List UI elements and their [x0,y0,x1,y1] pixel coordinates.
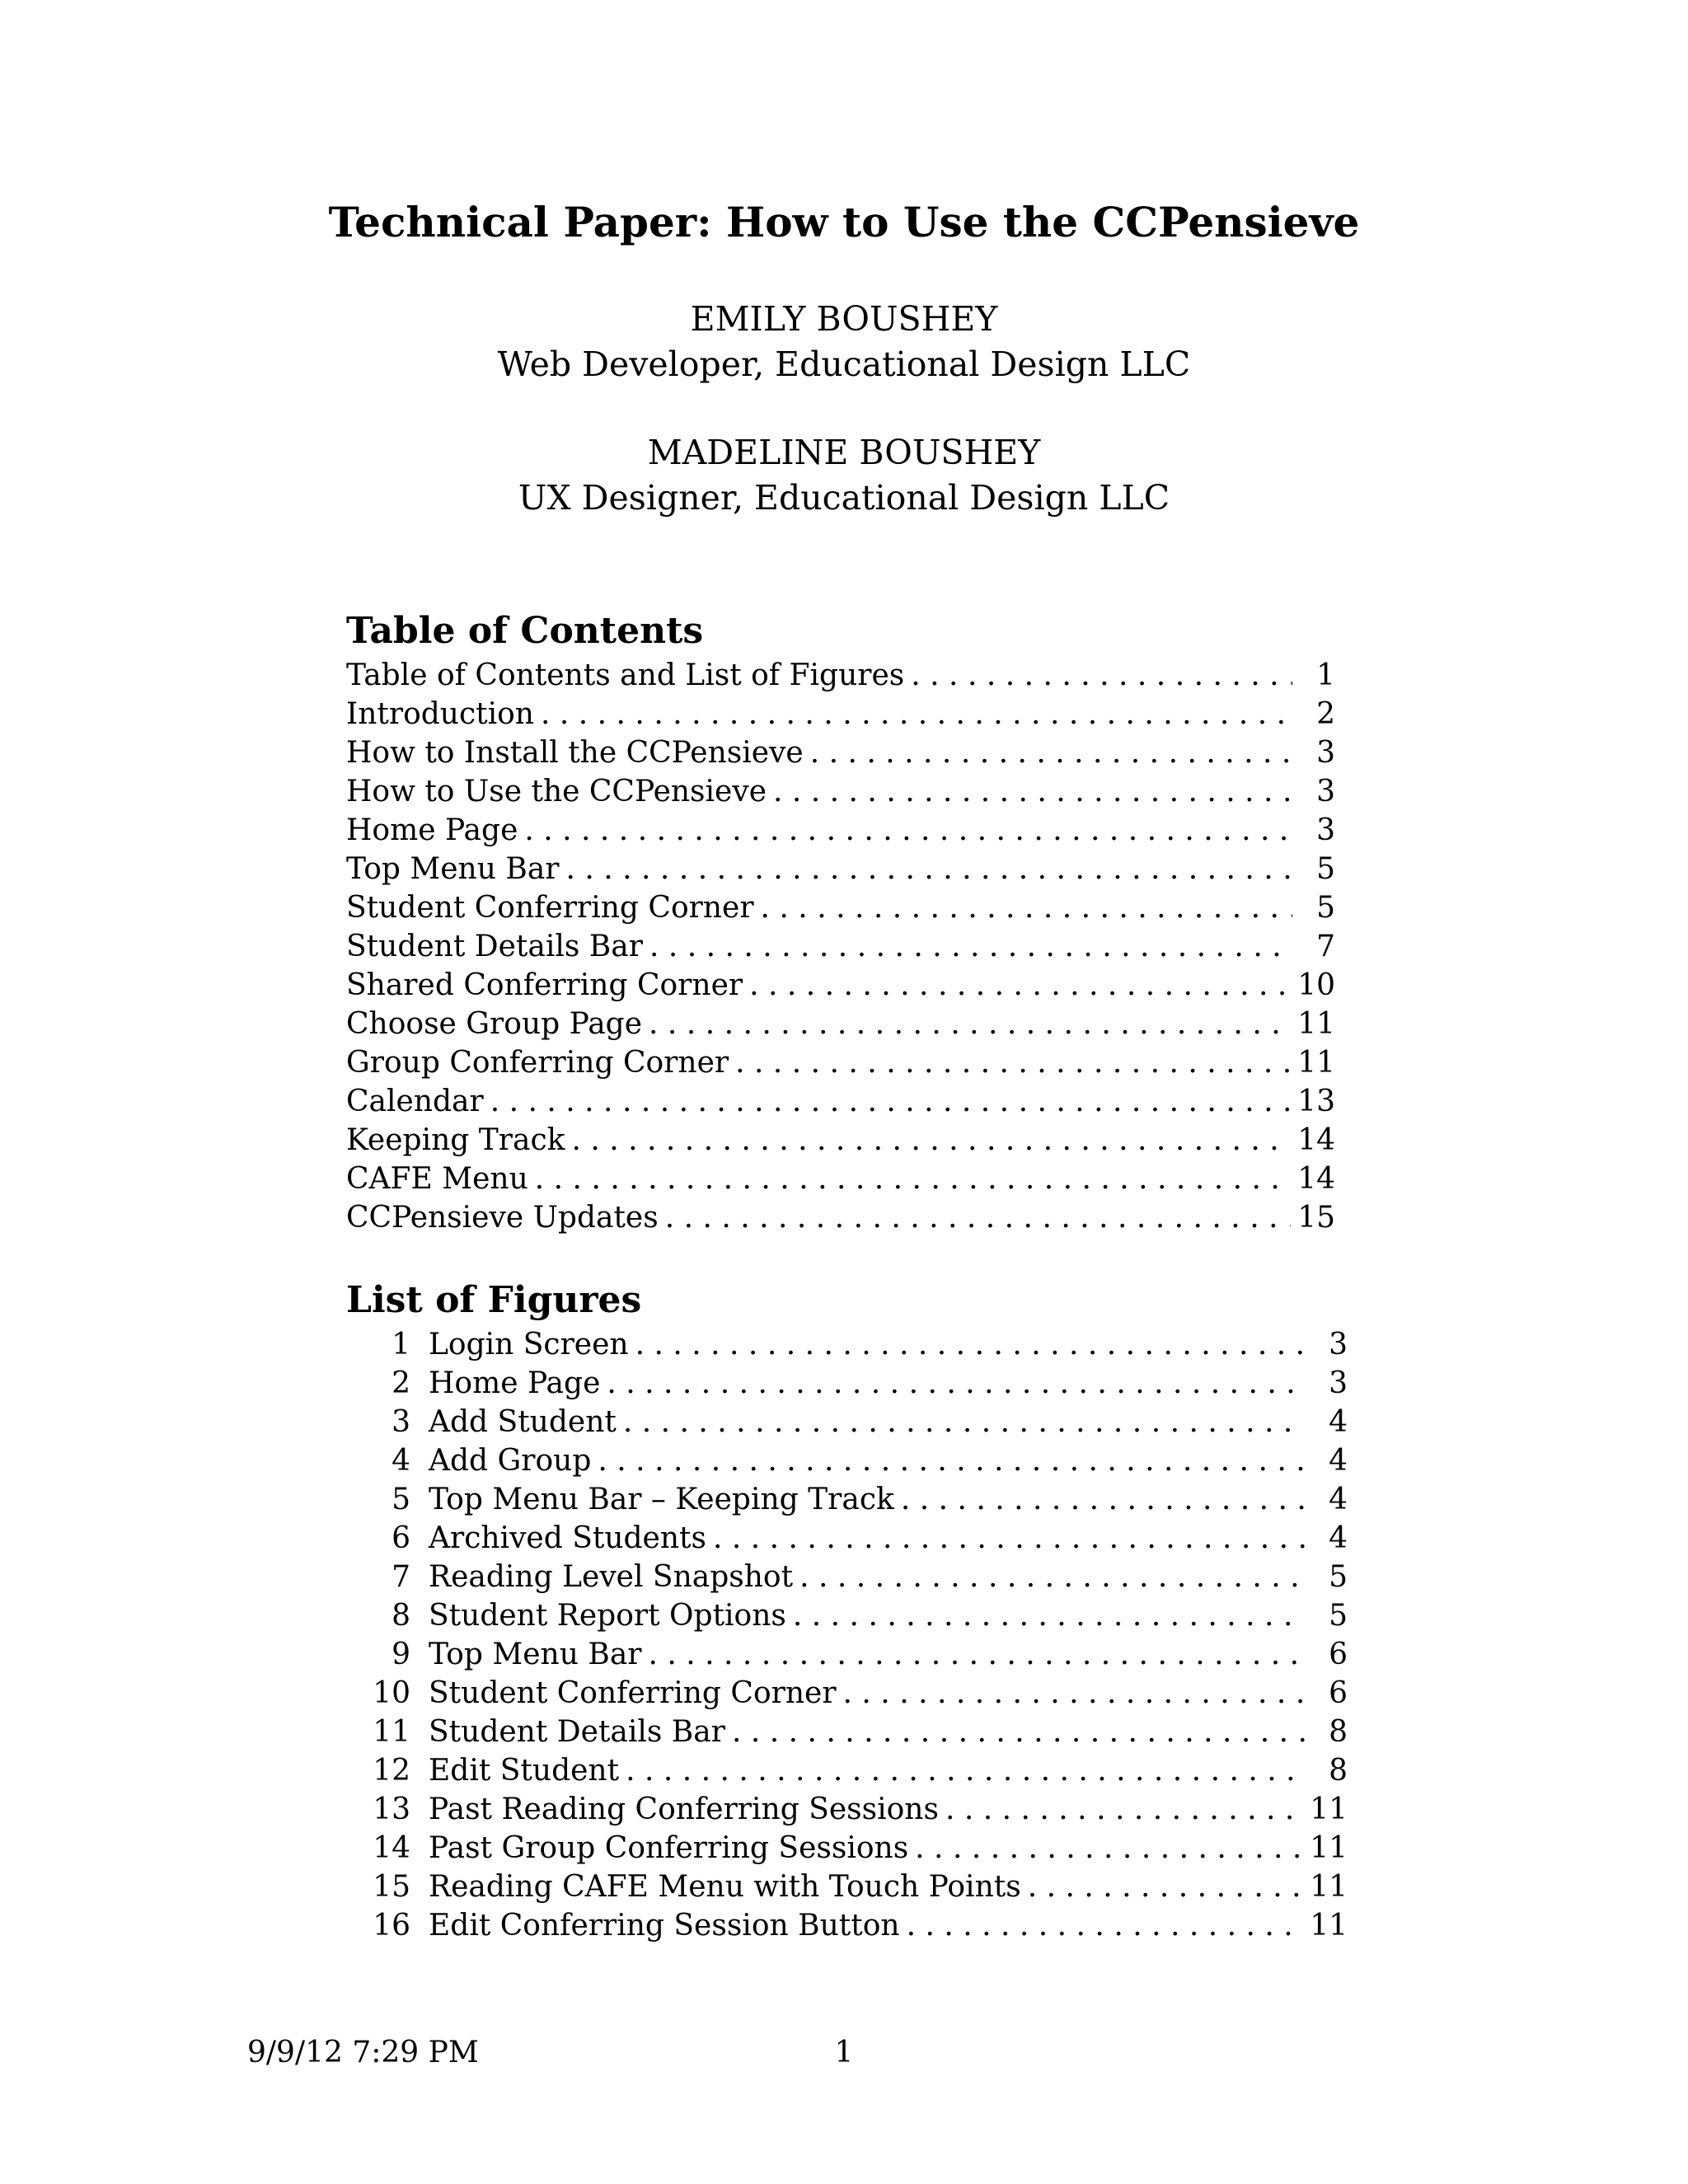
figure-number: 6 [392,1521,410,1555]
figure-title: Top Menu Bar – Keeping Track [429,1483,894,1516]
dot-leader [773,772,1292,811]
dot-leader [735,1043,1291,1082]
figure-number: 16 [373,1909,410,1943]
figure-title: Past Group Conferring Sessions [429,1831,909,1865]
list-of-figures-heading: List of Figures [346,1279,642,1321]
toc-entry-title: Group Conferring Corner [346,1046,729,1080]
page-number: 11 [1310,1870,1348,1904]
figure-entry [346,1674,1348,1713]
dot-leader [649,1635,1306,1674]
dot-leader [901,1480,1305,1519]
figure-title: Archived Students [429,1521,706,1555]
page-number: 5 [1316,852,1335,886]
dot-leader [761,888,1292,927]
page-number: 7 [1316,930,1335,963]
toc-entry [346,1160,1335,1198]
toc-entry [346,656,1335,695]
page-number: 14 [1297,1162,1335,1196]
page-number: 11 [1310,1793,1348,1826]
page-number: 3 [1316,813,1335,847]
toc-entry-title: Top Menu Bar [346,852,560,886]
footer-datetime: 9/9/12 7:29 PM [247,2036,479,2069]
toc-entry [346,811,1335,850]
author-name: MADELINE BOUSHEY [647,433,1041,472]
figure-entry [346,1325,1348,1364]
dot-leader [571,1121,1291,1160]
page-number: 14 [1297,1123,1335,1157]
author-role: Web Developer, Educational Design LLC [497,344,1191,384]
toc-heading: Table of Contents [346,610,704,652]
figure-entry [346,1829,1348,1868]
figure-number: 5 [392,1483,410,1516]
page-number: 11 [1310,1909,1348,1943]
figure-number: 12 [373,1754,410,1788]
dot-leader [566,850,1293,888]
dot-leader [799,1558,1305,1596]
toc-entry [346,966,1335,1005]
toc-entry [346,772,1335,811]
author-block [0,297,1688,387]
toc-entry-title: Home Page [346,813,518,847]
figure-title: Add Student [429,1405,617,1439]
dot-leader [843,1674,1305,1713]
page-number: 6 [1329,1638,1348,1671]
author-block [0,430,1688,521]
figure-title: Student Report Options [429,1599,786,1633]
list-of-figures [346,1325,1348,1945]
figure-entry [346,1751,1348,1790]
toc-entry-title: Calendar [346,1085,484,1118]
figure-number: 9 [392,1638,410,1671]
page-number: 13 [1297,1085,1335,1118]
dot-leader [732,1713,1305,1751]
page-number: 10 [1297,968,1335,1002]
figure-title: Student Conferring Corner [429,1676,837,1710]
figure-entry [346,1868,1348,1906]
page-number: 11 [1297,1046,1335,1080]
dot-leader [535,1160,1291,1198]
figure-entry [346,1790,1348,1829]
page-number: 3 [1329,1366,1348,1400]
page-number: 3 [1316,736,1335,770]
dot-leader [665,1198,1291,1237]
figure-title: Edit Student [429,1754,620,1788]
figure-entry [346,1519,1348,1558]
figure-number: 1 [392,1328,410,1361]
toc-entry-title: How to Install the CCPensieve [346,736,804,770]
figure-number: 13 [373,1793,410,1826]
dot-leader [490,1082,1291,1121]
figure-entry [346,1596,1348,1635]
dot-leader [1028,1868,1303,1906]
page-number: 5 [1316,891,1335,925]
figure-entry [346,1713,1348,1751]
figure-entry [346,1403,1348,1441]
page-number: 11 [1297,1007,1335,1041]
dot-leader [915,1829,1303,1868]
toc-entry-title: Table of Contents and List of Figures [346,658,905,692]
dot-leader [793,1596,1305,1635]
page-number: 3 [1316,775,1335,808]
page-number: 4 [1329,1521,1348,1555]
figure-number: 4 [392,1444,410,1478]
figure-title: Home Page [429,1366,601,1400]
toc-entry [346,927,1335,966]
author-role: UX Designer, Educational Design LLC [518,478,1170,518]
page-number: 5 [1329,1599,1348,1633]
page-number: 6 [1329,1676,1348,1710]
toc-entry-title: Introduction [346,697,534,731]
page-number: 11 [1310,1831,1348,1865]
figure-entry [346,1480,1348,1519]
dot-leader [626,1751,1305,1790]
toc-entry-title: CAFE Menu [346,1162,528,1196]
toc-entry-title: Shared Conferring Corner [346,968,743,1002]
figure-number: 10 [373,1676,410,1710]
dot-leader [749,966,1291,1005]
toc-entry-title: How to Use the CCPensieve [346,775,767,808]
toc-entry [346,850,1335,888]
figure-number: 8 [392,1599,410,1633]
dot-leader [635,1325,1305,1364]
figure-title: Reading Level Snapshot [429,1560,794,1594]
figure-entry [346,1906,1348,1945]
toc-entry-title: Keeping Track [346,1123,565,1157]
figure-title: Add Group [429,1444,592,1478]
toc-entry [346,733,1335,772]
toc-entry-title: Student Conferring Corner [346,891,754,925]
page-number: 5 [1329,1560,1348,1594]
toc-entry [346,695,1335,733]
figure-entry [346,1364,1348,1403]
author-name: EMILY BOUSHEY [690,299,998,339]
figure-title: Reading CAFE Menu with Touch Points [429,1870,1021,1904]
dot-leader [598,1441,1305,1480]
figure-number: 14 [373,1831,410,1865]
page-number: 4 [1329,1405,1348,1439]
figure-title: Edit Conferring Session Button [429,1909,900,1943]
toc-entry [346,1121,1335,1160]
toc-entry [346,1198,1335,1237]
figure-entry [346,1441,1348,1480]
page-number: 3 [1329,1328,1348,1361]
dot-leader [623,1403,1305,1441]
toc-entry-title: Student Details Bar [346,930,643,963]
page-number: 4 [1329,1483,1348,1516]
dot-leader [607,1364,1305,1403]
toc-entry-title: CCPensieve Updates [346,1201,659,1235]
dot-leader [907,1906,1304,1945]
page-number: 4 [1329,1444,1348,1478]
figure-number: 15 [373,1870,410,1904]
toc-entry [346,1043,1335,1082]
dot-leader [649,927,1292,966]
dot-leader [945,1790,1303,1829]
dot-leader [541,695,1292,733]
footer-page-number: 1 [834,2036,854,2069]
dot-leader [713,1519,1305,1558]
page-number: 8 [1329,1754,1348,1788]
figure-number: 11 [373,1715,410,1749]
page-number: 8 [1329,1715,1348,1749]
toc-entry-title: Choose Group Page [346,1007,643,1041]
table-of-contents [346,656,1335,1237]
page-number: 15 [1297,1201,1335,1235]
figure-title: Student Details Bar [429,1715,725,1749]
toc-entry [346,1082,1335,1121]
document-title: Technical Paper: How to Use the CCPensieve [328,198,1360,246]
figure-number: 7 [392,1560,410,1594]
figure-number: 3 [392,1405,410,1439]
dot-leader [524,811,1292,850]
figure-number: 2 [392,1366,410,1400]
dot-leader [649,1005,1291,1043]
figure-entry [346,1635,1348,1674]
toc-entry [346,888,1335,927]
figure-title: Login Screen [429,1328,629,1361]
figure-title: Past Reading Conferring Sessions [429,1793,939,1826]
figure-title: Top Menu Bar [429,1638,642,1671]
page-number: 2 [1316,697,1335,731]
page-number: 1 [1316,658,1335,692]
dot-leader [810,733,1292,772]
toc-entry [346,1005,1335,1043]
dot-leader [911,656,1292,695]
figure-entry [346,1558,1348,1596]
